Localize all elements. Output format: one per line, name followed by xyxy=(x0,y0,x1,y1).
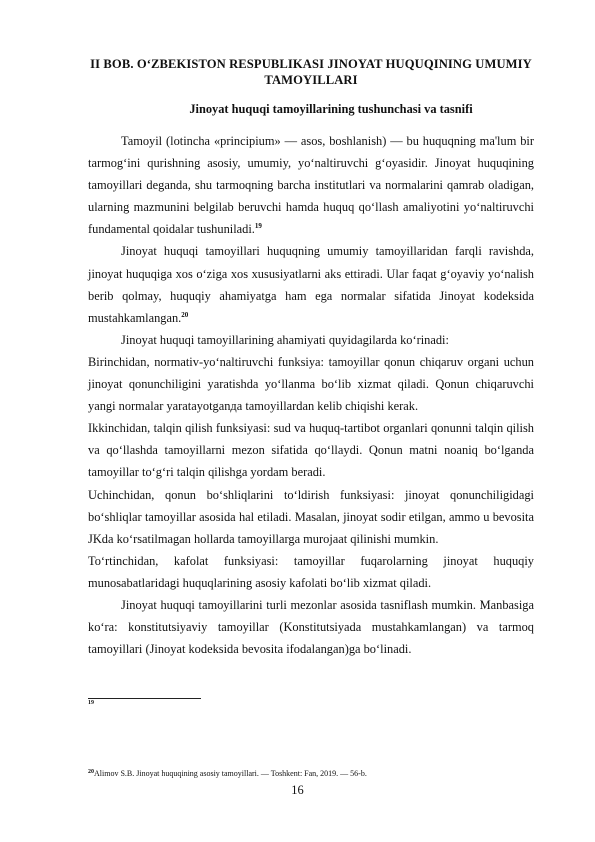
footnote-19 xyxy=(88,700,94,710)
paragraph-7: To‘rtinchidan, kafolat funksiyasi: tamoyillar fuqarolarning jinoyat huquqiy munosabatlaridagi huquqlarining asosiy kafolati bo‘lib xizmat qiladi. xyxy=(88,553,534,590)
paragraph-5: Ikkinchidan, talqin qilish funksiyasi: sud va huquq-tartibot organlari qonunni talqin qilish va qo‘llashda tamoyillarni mezon sifatida qo‘llaydi. Qonun matni noaniq bo‘lganda tamoyillar to‘g‘ri talqin qilishga yordam beradi. xyxy=(88,421,534,480)
section-title: Jinoyat huquqi tamoyillarining tushunchasi va tasnifi xyxy=(189,102,473,116)
paragraph-4: Birinchidan, normativ-yo‘naltiruvchi funksiya: tamoyillar qonun chiqaruv organi uchun jinoyat qonunchiligini yaratishda yo‘llanma bo‘lib xizmat qiladi. Qonun chiqaruvchi yangi normalar yaratayotganда tamoyillardan kelib chiqishi kerak. xyxy=(88,354,534,414)
footnote-19-mark: 19 xyxy=(88,700,94,706)
body-text xyxy=(88,130,534,660)
footnote-20-text: Alimov S.B. Jinoyat huquqining asosiy tamoyillari. — Toshkent: Fan, 2019. — 56-b. xyxy=(94,769,367,778)
chapter-title: II BOB. O‘ZBEKISTON RESPUBLIKASI JINOYAT HUQUQINING UMUMIY TAMOYILLARI xyxy=(90,57,532,87)
page-number: 16 xyxy=(291,783,304,797)
footnote-20 xyxy=(88,769,367,779)
paragraph-8: Jinoyat huquqi tamoyillarini turli mezonlar asosida tasniflash mumkin. Manbasiga ko‘ra: konstitutsiyaviy tamoyillar (Konstitutsiyada mustahkamlangan) va tarmoq tamoyillari (Jinoyat kodeksida bevosita ifodalangan)ga bo‘linadi. xyxy=(88,597,534,657)
footnote-ref-20[interactable]: 20 xyxy=(181,310,189,319)
paragraph-1-text: Tamoyil (lotincha «principium» — asos, boshlanish) — bu huquqning ma'lum bir tarmog‘ini qurishning asosiy, umumiy, yo‘naltiruvchi g‘oyasidir. Jinoyat huquqining tamoyillari deganda, shu tarmoqning barcha institutlari va normalarini qamrab oladigan, ularning mazmunini belgilab beruvchi hamda huquq qo‘llash amaliyotini yo‘naltiruvchi fundamental qoidalar tushuniladi. xyxy=(88,134,534,237)
paragraph-2 xyxy=(88,240,534,328)
footnote-ref-19[interactable]: 19 xyxy=(254,222,262,231)
footnote-20-mark: 20 xyxy=(88,769,94,775)
paragraph-6: Uchinchidan, qonun bo‘shliqlarini to‘ldirish funksiyasi: jinoyat qonunchiligidagi bo‘shliqlar tamoyillar asosida hal etiladi. Masalan, jinoyat sodir etilgan, ammo u bevosita JKda ko‘rsatilmagan hollarda tamoyillarga murojaat qilinishi mumkin. xyxy=(88,487,534,546)
footnote-divider xyxy=(88,698,201,699)
paragraph-2-text: Jinoyat huquqi tamoyillari huquqning umumiy tamoyillaridan farqli ravishda, jinoyat huquqiga xos o‘ziga xos xususiyatlarni aks ettiradi. Ular faqat g‘oyaviy yo‘nalish berib qolmay, huquqiy ahamiyatga ham ega normalar sifatida Jinoyat kodeksida mustahkamlangan. xyxy=(88,244,534,325)
paragraph-3: Jinoyat huquqi tamoyillarining ahamiyati quyidagilarda ko‘rinadi: xyxy=(121,332,449,347)
paragraph-1 xyxy=(88,130,534,240)
